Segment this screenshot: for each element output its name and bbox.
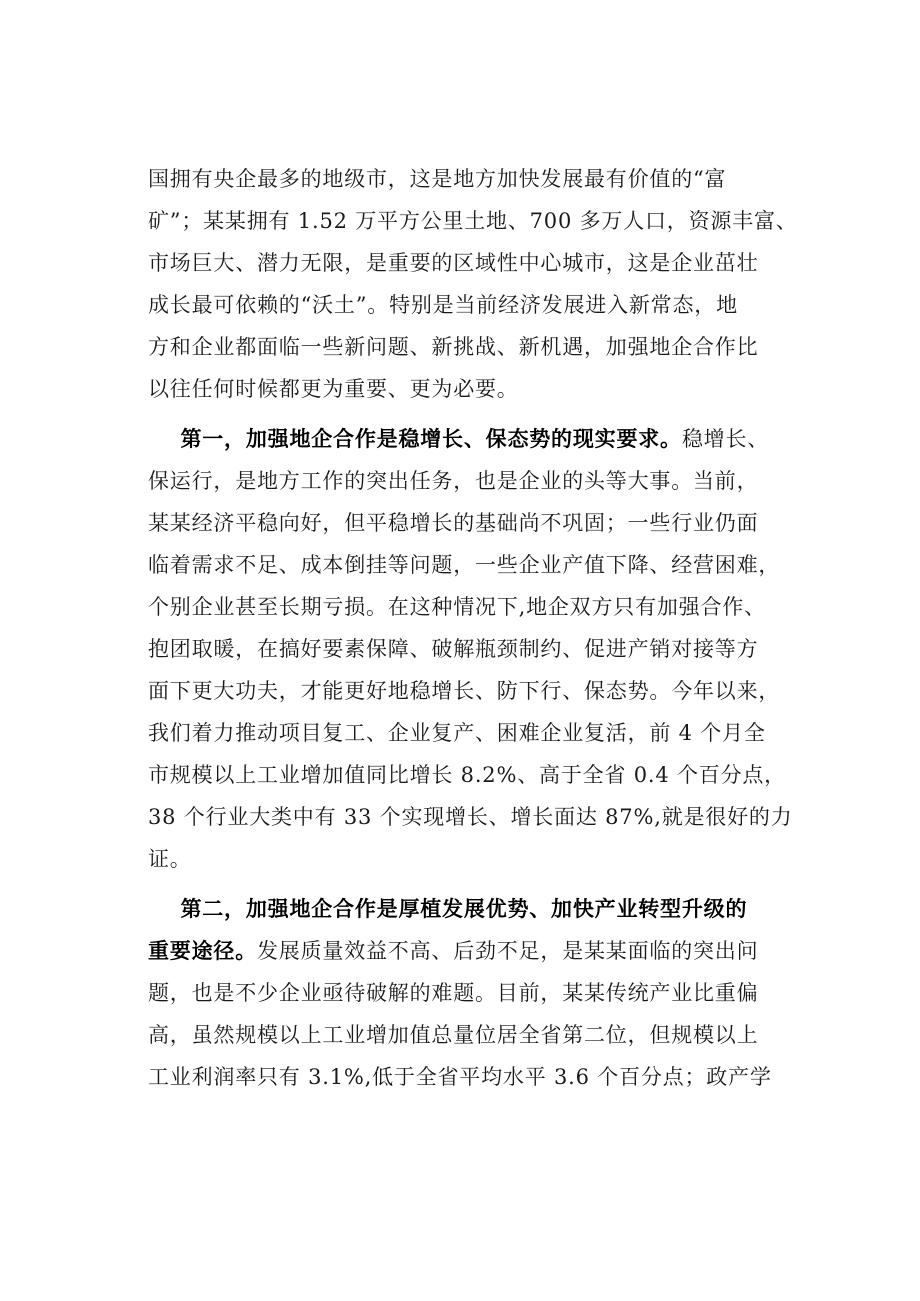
body-text: 证。 [148, 847, 192, 871]
text-line [148, 930, 808, 972]
text-line [148, 284, 808, 326]
body-text: 某某经济平稳向好，但平稳增长的基础尚不巩固；一些行业仍面 [148, 511, 759, 535]
body-text: 工业利润率只有 3.1%,低于全省平均水平 3.6 个百分点；政产学 [148, 1065, 772, 1089]
paragraph-spacer [148, 880, 808, 888]
document-body [148, 158, 808, 1098]
body-text: 稳增长、 [681, 427, 770, 451]
body-text: 题，也是不少企业亟待破解的难题。目前，某某传统产业比重偏 [148, 981, 759, 1005]
text-line [148, 838, 808, 880]
text-line [148, 200, 808, 242]
body-text: 抱团取暖，在搞好要素保障、破解瓶颈制约、促进产销对接等方 [148, 637, 759, 661]
text-line [148, 242, 808, 284]
body-text: 国拥有央企最多的地级市，这是地方加快发展最有价值的“富 [148, 167, 727, 191]
text-line [148, 712, 808, 754]
text-line [148, 460, 808, 502]
body-text: 方和企业都面临一些新问题、新挑战、新机遇，加强地企合作比 [148, 335, 759, 359]
text-line [148, 670, 808, 712]
body-text: 市规模以上工业增加值同比增长 8.2%、高于全省 0.4 个百分点， [148, 763, 786, 787]
body-text: 临着需求不足、成本倒挂等问题，一些企业产值下降、经营困难， [148, 553, 781, 577]
bold-lead: 第二，加强地企合作是厚植发展优势、加快产业转型升级的 [148, 896, 748, 921]
body-text: 面下更大功夫，才能更好地稳增长、防下行、保态势。今年以来， [148, 679, 781, 703]
text-line [148, 796, 808, 838]
bold-lead: 第一，加强地企合作是稳增长、保态势的现实要求。 [148, 426, 682, 451]
body-text: 成长最可依赖的“沃土”。特别是当前经济发展进入新常态，地 [148, 293, 738, 317]
body-text: 发展质量效益不高、后劲不足，是某某面临的突出问 [257, 939, 759, 963]
body-text: 38 个行业大类中有 33 个实现增长、增长面达 87%,就是很好的力 [148, 805, 793, 829]
paragraph-1 [148, 158, 808, 410]
body-text: 我们着力推动项目复工、企业复产、困难企业复活，前 4 个月全 [148, 721, 766, 745]
body-text: 高，虽然规模以上工业增加值总量位居全省第二位，但规模以上 [148, 1023, 759, 1047]
text-line [148, 972, 808, 1014]
text-line [148, 502, 808, 544]
body-text: 保运行，是地方工作的突出任务，也是企业的头等大事。当前， [148, 469, 759, 493]
paragraph-spacer [148, 410, 808, 418]
text-line [148, 1056, 808, 1098]
text-line [148, 158, 808, 200]
paragraph-2 [148, 418, 808, 880]
text-line [148, 628, 808, 670]
text-line [148, 326, 808, 368]
text-line [148, 368, 808, 410]
bold-lead: 重要途径。 [148, 938, 257, 963]
paragraph-3 [148, 888, 808, 1098]
body-text: 市场巨大、潜力无限，是重要的区域性中心城市，这是企业茁壮 [148, 251, 759, 275]
text-line [148, 888, 808, 930]
text-line [148, 544, 808, 586]
text-line [148, 418, 808, 460]
text-line [148, 586, 808, 628]
body-text: 个别企业甚至长期亏损。在这种情况下,地企双方只有加强合作、 [148, 595, 766, 619]
body-text: 以往任何时候都更为重要、更为必要。 [148, 377, 519, 401]
body-text: 矿”；某某拥有 1.52 万平方公里土地、700 多万人口，资源丰富、 [148, 209, 798, 233]
text-line [148, 754, 808, 796]
text-line [148, 1014, 808, 1056]
